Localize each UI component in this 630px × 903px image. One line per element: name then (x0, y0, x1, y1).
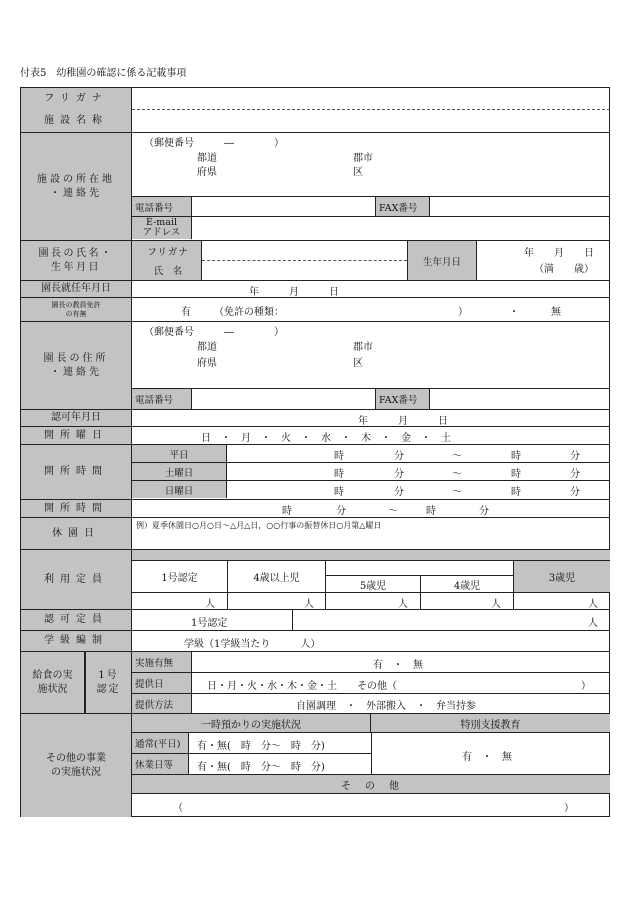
email-field[interactable] (192, 217, 610, 239)
license-type-close: ） (458, 307, 468, 318)
license-no[interactable]: 無 (551, 307, 561, 318)
hours-row-label: 土曜日 (132, 463, 227, 480)
director-fax-label: FAX番号 (375, 389, 430, 409)
hours-row-h2: 時 (511, 487, 521, 498)
divider (371, 733, 372, 774)
director-furigana-field[interactable] (202, 241, 407, 260)
label-director-appointed: 園長就任年月日 (21, 281, 132, 297)
meals-days-label: 提供日 (132, 673, 192, 693)
label-meals-cert: 1号 認定 (85, 652, 132, 713)
special-education-value[interactable]: 有 ・ 無 (462, 752, 512, 763)
director-fax-field[interactable] (430, 389, 610, 409)
capacity-age4: 4歳児 (453, 580, 481, 592)
meals-impl-label: 実施有無 (132, 652, 192, 672)
open-days-value: 日 ・ 月 ・ 火 ・ 水 ・ 木 ・ 金 ・ 土 (201, 433, 451, 444)
divider (132, 592, 610, 593)
special-education-header: 特別支援教育 (371, 714, 610, 732)
tel-label: 電話番号 (132, 197, 192, 216)
capacity-cert1-unit: 人 (205, 599, 215, 610)
hours-row-sep: 〜 (452, 469, 462, 480)
label-open-hours-2: 開所時間 (21, 500, 132, 517)
document-title: 付表5 幼稚園の確認に係る記載事項 (20, 68, 187, 79)
hours2-h2: 時 (426, 506, 436, 517)
hours-row-m1: 分 (394, 469, 404, 480)
meals-days-value: 日・月・火・水・木・金・土 その他（ (207, 681, 397, 692)
divider (132, 693, 610, 694)
city-label: 郡市 (353, 153, 373, 164)
prefecture-label-1: 都道 (197, 153, 217, 164)
meals-impl-value[interactable]: 有 ・ 無 (373, 660, 423, 671)
approved-cert1: 1号認定 (191, 618, 228, 629)
hours-row-h1: 時 (334, 451, 344, 462)
director-ward-label: 区 (353, 358, 363, 369)
capacity-age5-unit: 人 (398, 599, 408, 610)
hours2-h1: 時 (282, 506, 292, 517)
hours-row-m1: 分 (394, 451, 404, 462)
capacity-age3: 3歳児 (514, 561, 610, 592)
label-facility-name: 施設名称 (21, 110, 132, 132)
approval-date-value: 年 月 日 (358, 416, 448, 427)
appointed-date-value: 年 月 日 (249, 287, 339, 298)
label-class-org: 学級編制 (21, 631, 132, 651)
others-header: そ の 他 (132, 775, 610, 793)
hours2-m1: 分 (336, 506, 346, 517)
label-facility-address: 施設の所在地 ・連絡先 (21, 133, 132, 240)
divider (132, 672, 610, 673)
license-yes[interactable]: 有 (181, 307, 191, 318)
hours-row-h1: 時 (334, 469, 344, 480)
others-open-paren: （ (173, 803, 183, 814)
label-approved-capacity: 認可定員 (21, 610, 132, 630)
hours-row-h1: 時 (334, 487, 344, 498)
label-teacher-license: 園長の教員免許 の有無 (21, 298, 132, 321)
class-org-value: 学級（1学級当たり 人） (184, 639, 321, 650)
tel-field[interactable] (192, 197, 375, 216)
temp-care-header: 一時預かりの実施状況 (132, 714, 371, 732)
hours-row-m2: 分 (570, 487, 580, 498)
capacity-age4plus: 4歳以上児 (253, 573, 300, 584)
license-type-label: （免許の種類： (214, 307, 284, 318)
label-capacity: 利用定員 (21, 550, 132, 609)
director-name-field[interactable] (202, 261, 407, 280)
approved-unit: 人 (588, 618, 598, 629)
label-open-days: 開所曜日 (21, 427, 132, 444)
hours-row-sep: 〜 (452, 451, 462, 462)
director-name-label: 氏 名 (132, 260, 202, 280)
capacity-age4-unit: 人 (491, 599, 501, 610)
meals-method-label: 提供方法 (132, 694, 192, 713)
director-postal-label: （郵便番号 ― ） (144, 327, 284, 338)
label-director-name: 園長の氏名・ 生年月日 (21, 241, 132, 280)
hours-row-h2: 時 (511, 451, 521, 462)
label-director-address: 園長の住所 ・連絡先 (21, 322, 132, 409)
director-furigana-label: フリガナ (132, 241, 202, 260)
hours-row-h2: 時 (511, 469, 521, 480)
hours-row-sep: 〜 (452, 487, 462, 498)
email-label: E-mail アドレス (132, 217, 192, 239)
label-other-business: その他の事業 の実施状況 (21, 714, 132, 817)
director-city-label: 郡市 (353, 342, 373, 353)
capacity-age5: 5歳児 (359, 580, 387, 592)
license-separator: ・ (509, 307, 519, 318)
director-tel-field[interactable] (192, 389, 375, 409)
director-prefecture-1: 都道 (197, 342, 217, 353)
birth-age-value: （満 歳） (534, 264, 594, 275)
capacity-header-band (132, 550, 610, 560)
temp-care-holiday-value: 有・無( 時 分〜 時 分) (197, 762, 325, 773)
meals-days-close: ） (581, 681, 591, 692)
hours-row-label: 日曜日 (132, 481, 227, 498)
label-meals: 給食の実 施状況 (21, 652, 85, 713)
capacity-cert1: 1号認定 (161, 573, 198, 584)
furigana-field[interactable] (132, 88, 610, 109)
capacity-age4plus-unit: 人 (304, 599, 314, 610)
director-tel-label: 電話番号 (132, 389, 192, 409)
label-furigana: フリガナ (21, 88, 132, 110)
birth-label: 生年月日 (407, 241, 477, 280)
form-table (20, 87, 610, 817)
label-approval-date: 認可年月日 (21, 410, 132, 426)
birth-date-value: 年 月 日 (524, 248, 594, 259)
holiday-example: 例）夏季休園日○月○日〜△月△日，○○行事の振替休日○月第△曜日 (136, 521, 382, 530)
temp-care-normal-value: 有・無( 時 分〜 時 分) (197, 741, 325, 752)
hours-row-label: 平日 (132, 445, 227, 462)
prefecture-label-2: 府県 (197, 167, 217, 178)
hours2-sep: 〜 (388, 506, 398, 517)
fax-label: FAX番号 (375, 197, 430, 216)
hours-row-m2: 分 (570, 451, 580, 462)
facility-name-field[interactable] (132, 110, 610, 131)
capacity-age3-unit: 人 (588, 599, 598, 610)
hours-row-m1: 分 (394, 487, 404, 498)
others-close-paren: ） (564, 803, 574, 814)
temp-care-holiday-label: 休業日等 (132, 754, 189, 774)
temp-care-normal-label: 通常(平日) (132, 733, 189, 753)
hours-row-m2: 分 (570, 469, 580, 480)
fax-field[interactable] (430, 197, 610, 216)
label-open-hours: 開所時間 (21, 445, 132, 499)
director-prefecture-2: 府県 (197, 358, 217, 369)
divider (292, 610, 293, 630)
postal-code-label: （郵便番号 ― ） (144, 138, 284, 149)
label-holidays: 休園日 (21, 518, 132, 549)
divider (132, 793, 610, 794)
hours2-m2: 分 (479, 506, 489, 517)
meals-method-value: 自園調理 ・ 外部搬入 ・ 弁当持参 (296, 701, 476, 712)
ward-label: 区 (353, 167, 363, 178)
